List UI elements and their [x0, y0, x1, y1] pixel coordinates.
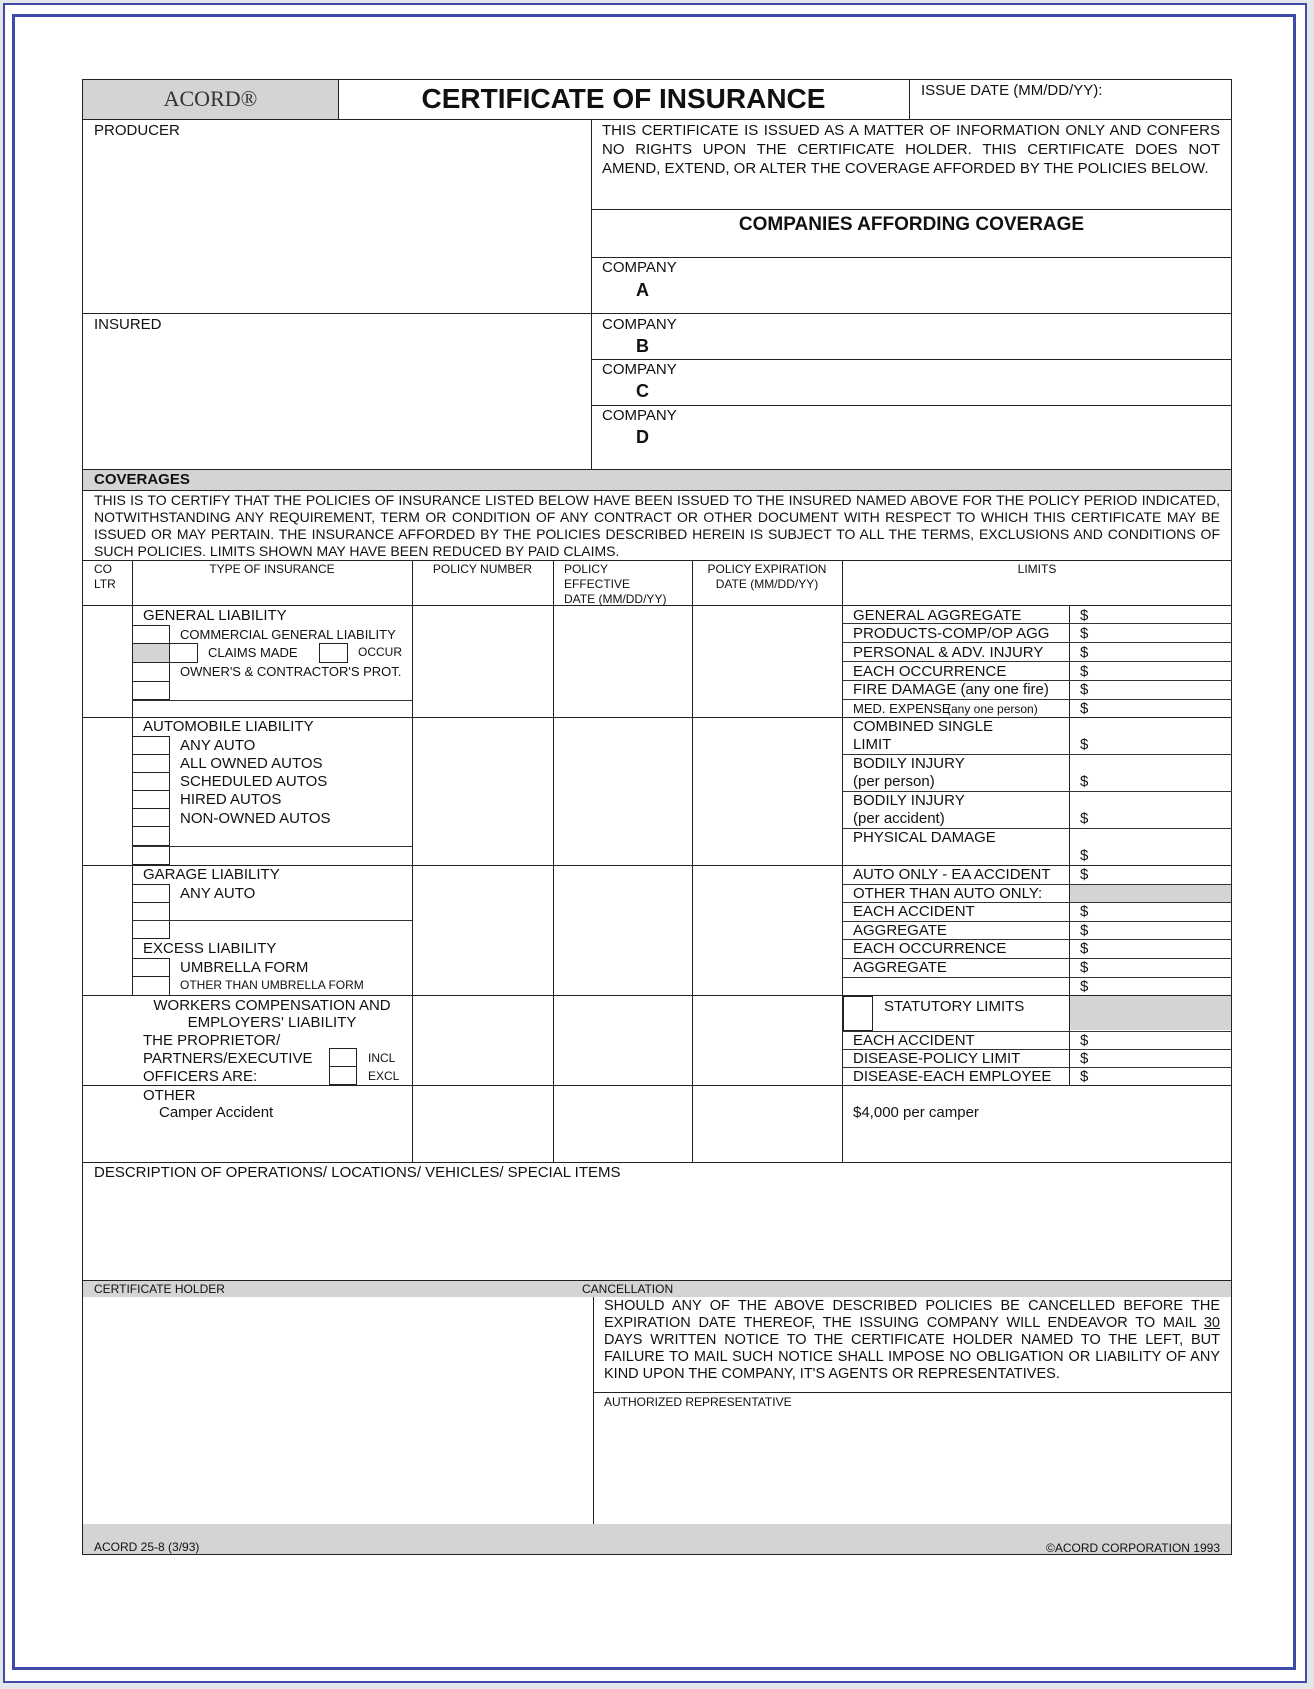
workers-title-2: EMPLOYERS' LIABILITY: [187, 1014, 357, 1031]
excess-limit-aggregate: AGGREGATE: [853, 959, 947, 976]
auto-limit-csl-1: COMBINED SINGLE: [853, 718, 994, 735]
auto-hired-checkbox[interactable]: [132, 790, 170, 809]
gl-claims-made-checkbox[interactable]: [169, 643, 198, 663]
gl-limit-fire-damage: FIRE DAMAGE (any one fire): [853, 681, 1049, 698]
garage-limit-aggregate: AGGREGATE: [853, 922, 947, 939]
dollar: $: [1080, 681, 1089, 698]
notice-days: 30: [1203, 1315, 1220, 1331]
dollar: $: [1080, 940, 1089, 957]
excess-umbrella-label: UMBRELLA FORM: [180, 959, 309, 976]
auto-any-checkbox[interactable]: [132, 736, 170, 755]
auto-owned-checkbox[interactable]: [132, 754, 170, 773]
other-limit: $4,000 per camper: [853, 1104, 979, 1121]
col-eff-2: EFFECTIVE: [564, 577, 631, 591]
dollar: $: [1080, 1050, 1089, 1067]
dollar: $: [1080, 978, 1089, 995]
workers-excl-label: EXCL: [368, 1069, 400, 1083]
col-co-ltr-2: LTR: [94, 577, 116, 591]
garage-any-checkbox[interactable]: [132, 884, 170, 903]
garage-any-label: ANY AUTO: [180, 885, 256, 902]
dollar: $: [1080, 847, 1089, 864]
coverages-statement: THIS IS TO CERTIFY THAT THE POLICIES OF INSURANCE LISTED BELOW HAVE BEEN ISSUED TO THE INSURED NAMED ABOVE FOR THE POLICY PERIOD INDICATED, NOTWITHSTANDING ANY REQUIREMENT, TERM OR CONDITION OF ANY CONTRACT OR OTHER DOCUMENT WITH RESPECT TO WHICH THIS CERTIFICATE MAY BE ISSUED OR MAY PERTAIN. THE INSURANCE AFFORDED BY THE POLICIES DESCRIBED HEREIN IS SUBJECT TO ALL THE TERMS, EXCLUSIONS AND CONDITIONS OF SUCH POLICIES. LIMITS SHOWN MAY HAVE BEEN REDUCED BY PAID CLAIMS.: [94, 492, 1220, 559]
company-c-letter: C: [636, 381, 649, 401]
col-exp-2: DATE (MM/DD/YY): [715, 577, 819, 591]
copyright: ©ACORD CORPORATION 1993: [1046, 1541, 1220, 1555]
excess-other-checkbox[interactable]: [132, 976, 170, 996]
company-d-letter: D: [636, 427, 649, 447]
statutory-limits-checkbox[interactable]: [843, 996, 873, 1031]
gl-commercial-checkbox[interactable]: [132, 625, 170, 644]
description-label: DESCRIPTION OF OPERATIONS/ LOCATIONS/ VEHICLES/ SPECIAL ITEMS: [94, 1164, 621, 1181]
other-detail: Camper Accident: [159, 1104, 274, 1121]
auto-limit-bi-accident-1: BODILY INJURY: [853, 792, 965, 809]
garage-limit-auto-only: AUTO ONLY - EA ACCIDENT: [853, 866, 1051, 883]
company-d-label: COMPANY: [602, 407, 677, 424]
company-b-letter: B: [636, 336, 649, 356]
workers-proprietor-1: THE PROPRIETOR/: [143, 1032, 281, 1049]
auto-nonowned-checkbox[interactable]: [132, 808, 170, 827]
auto-extra-checkbox-2[interactable]: [132, 845, 170, 865]
gl-limit-each-occurrence: EACH OCCURRENCE: [853, 663, 1007, 680]
dollar: $: [1080, 959, 1089, 976]
col-eff-3: DATE (MM/DD/YY): [564, 592, 667, 606]
workers-limit-each-accident: EACH ACCIDENT: [853, 1032, 975, 1049]
cancellation-label: CANCELLATION: [582, 1282, 674, 1296]
dollar: $: [1080, 903, 1089, 920]
statutory-limits-label: STATUTORY LIMITS: [884, 998, 1025, 1015]
cancellation-text: SHOULD ANY OF THE ABOVE DESCRIBED POLICIES BE CANCELLED BEFORE THE EXPIRATION DATE THEREOF, THE ISSUING COMPANY WILL ENDEAVOR TO MAIL 30 DAYS WRITTEN NOTICE TO THE CERTIFICATE HOLDER NAMED TO THE LEFT, BUT FAILURE TO MAIL SUCH NOTICE SHALL IMPOSE NO OBLIGATION OR LIABILITY OF ANY KIND UPON THE COMPANY, IT'S AGENTS OR REPRESENTATIVES.: [604, 1298, 1220, 1382]
certificate-holder-label: CERTIFICATE HOLDER: [94, 1282, 225, 1296]
workers-incl-label: INCL: [368, 1051, 396, 1065]
auto-scheduled-checkbox[interactable]: [132, 772, 170, 791]
dollar: $: [1080, 607, 1089, 624]
company-a-label: COMPANY: [602, 259, 677, 276]
workers-excl-checkbox[interactable]: [329, 1066, 357, 1085]
authorized-rep-label: AUTHORIZED REPRESENTATIVE: [604, 1395, 792, 1409]
companies-heading: COMPANIES AFFORDING COVERAGE: [738, 214, 1085, 235]
dollar: $: [1080, 773, 1089, 790]
company-c-label: COMPANY: [602, 361, 677, 378]
dollar: $: [1080, 736, 1089, 753]
gl-commercial-label: COMMERCIAL GENERAL LIABILITY: [180, 627, 396, 642]
dollar: $: [1080, 810, 1089, 827]
gl-limit-personal: PERSONAL & ADV. INJURY: [853, 644, 1044, 661]
dollar: $: [1080, 1032, 1089, 1049]
dollar: $: [1080, 700, 1089, 717]
garage-limit-other-than-auto: OTHER THAN AUTO ONLY:: [853, 885, 1043, 902]
coverages-heading: COVERAGES: [94, 471, 190, 488]
col-co-ltr-1: CO: [94, 562, 112, 576]
other-title: OTHER: [143, 1087, 196, 1104]
disclaimer-text: THIS CERTIFICATE IS ISSUED AS A MATTER OF INFORMATION ONLY AND CONFERS NO RIGHTS UPON THE CERTIFICATE HOLDER. THIS CERTIFICATE DOES NOT AMEND, EXTEND, OR ALTER THE COVERAGE AFFORDED BY THE POLICIES BELOW.: [602, 122, 1220, 177]
gl-limit-general-aggregate: GENERAL AGGREGATE: [853, 607, 1022, 624]
auto-title: AUTOMOBILE LIABILITY: [143, 718, 314, 735]
workers-limit-each-employee: DISEASE-EACH EMPLOYEE: [853, 1068, 1052, 1085]
company-b-label: COMPANY: [602, 316, 677, 333]
dollar: $: [1080, 922, 1089, 939]
excess-limit-each-occurrence: EACH OCCURRENCE: [853, 940, 1007, 957]
producer-label: PRODUCER: [94, 122, 180, 139]
workers-incl-checkbox[interactable]: [329, 1048, 357, 1067]
gl-limit-products: PRODUCTS-COMP/OP AGG: [853, 625, 1050, 642]
gl-occur-label: OCCUR: [358, 645, 402, 659]
workers-proprietor-3: OFFICERS ARE:: [143, 1068, 258, 1085]
auto-limit-physical: PHYSICAL DAMAGE: [853, 829, 996, 846]
auto-limit-bi-accident-2: (per accident): [853, 810, 945, 827]
excess-other-label: OTHER THAN UMBRELLA FORM: [180, 978, 364, 992]
issue-date-label: ISSUE DATE (MM/DD/YY):: [921, 82, 1103, 99]
auto-extra-checkbox-1[interactable]: [132, 826, 170, 846]
col-exp-1: POLICY EXPIRATION: [707, 562, 827, 576]
auto-limit-bi-person-1: BODILY INJURY: [853, 755, 965, 772]
col-type: TYPE OF INSURANCE: [209, 562, 335, 576]
garage-title: GARAGE LIABILITY: [143, 866, 280, 883]
gl-limit-med-expense-a: MED. EXPENSE: [853, 701, 951, 716]
excess-title: EXCESS LIABILITY: [143, 940, 277, 957]
auto-item-any: ANY AUTO: [180, 737, 256, 754]
col-policy-number: POLICY NUMBER: [432, 562, 533, 576]
workers-limit-policy-limit: DISEASE-POLICY LIMIT: [853, 1050, 1021, 1067]
garage-limit-each-accident: EACH ACCIDENT: [853, 903, 975, 920]
auto-item-nonowned: NON-OWNED AUTOS: [180, 810, 331, 827]
gl-claims-made-label: CLAIMS MADE: [208, 645, 298, 660]
garage-extra-checkbox-2[interactable]: [132, 920, 170, 939]
gl-occur-checkbox[interactable]: [319, 643, 348, 663]
gl-owners-checkbox[interactable]: [132, 662, 170, 682]
form-title: CERTIFICATE OF INSURANCE: [421, 83, 826, 114]
garage-extra-checkbox-1[interactable]: [132, 902, 170, 921]
workers-proprietor-2: PARTNERS/EXECUTIVE: [143, 1050, 313, 1067]
col-eff-1: POLICY: [564, 562, 609, 576]
dollar: $: [1080, 663, 1089, 680]
auto-item-hired: HIRED AUTOS: [180, 791, 282, 808]
auto-limit-csl-2: LIMIT: [853, 736, 892, 753]
excess-umbrella-checkbox[interactable]: [132, 958, 170, 977]
acord-logo: ACORD®: [163, 86, 258, 111]
gl-title: GENERAL LIABILITY: [143, 607, 287, 624]
company-a-letter: A: [636, 280, 649, 300]
auto-item-owned: ALL OWNED AUTOS: [180, 755, 323, 772]
auto-item-scheduled: SCHEDULED AUTOS: [180, 773, 328, 790]
gl-limit-med-expense-b: (any one person): [947, 702, 1038, 716]
auto-limit-bi-person-2: (per person): [853, 773, 935, 790]
dollar: $: [1080, 866, 1089, 883]
insured-label: INSURED: [94, 316, 162, 333]
gl-owners-label: OWNER'S & CONTRACTOR'S PROT.: [180, 664, 402, 679]
gl-extra-checkbox[interactable]: [132, 681, 170, 700]
workers-title-1: WORKERS COMPENSATION AND: [153, 997, 391, 1014]
dollar: $: [1080, 644, 1089, 661]
col-limits: LIMITS: [1017, 562, 1057, 576]
dollar: $: [1080, 625, 1089, 642]
dollar: $: [1080, 1068, 1089, 1085]
form-number: ACORD 25-8 (3/93): [94, 1540, 200, 1554]
